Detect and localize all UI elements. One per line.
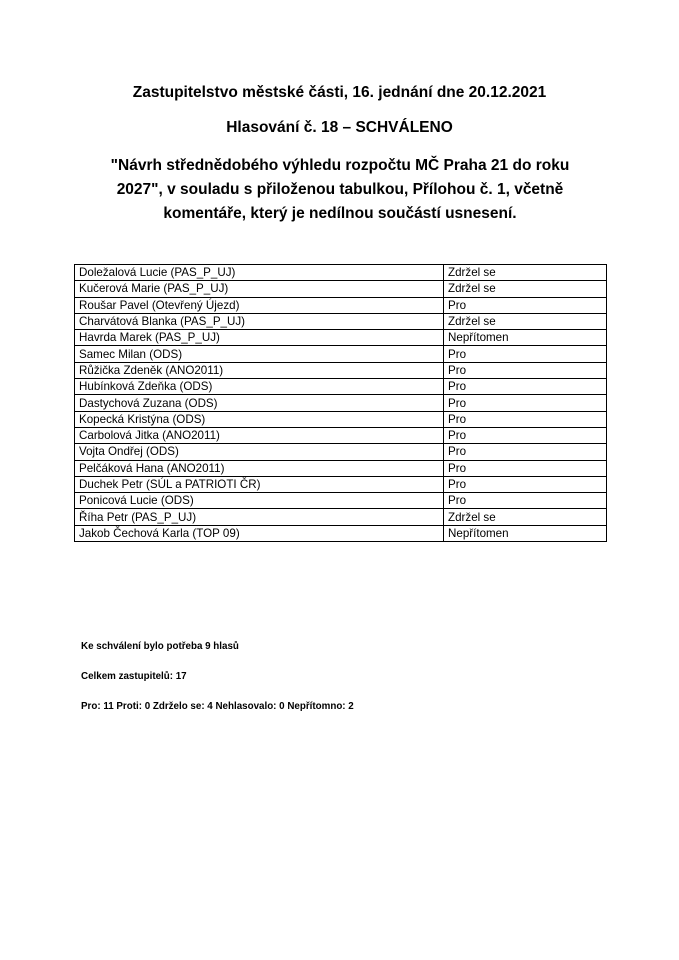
member-vote: Pro xyxy=(444,493,607,509)
member-name: Ponicová Lucie (ODS) xyxy=(75,493,444,509)
member-vote: Zdržel se xyxy=(444,281,607,297)
member-name: Roušar Pavel (Otevřený Újezd) xyxy=(75,297,444,313)
member-name: Havrda Marek (PAS_P_UJ) xyxy=(75,330,444,346)
total-members: Celkem zastupitelů: 17 xyxy=(81,671,187,682)
member-vote: Pro xyxy=(444,346,607,362)
member-name: Dastychová Zuzana (ODS) xyxy=(75,395,444,411)
member-vote: Pro xyxy=(444,362,607,378)
table-row xyxy=(75,476,607,492)
member-vote: Nepřítomen xyxy=(444,525,607,541)
resolution-text: "Návrh střednědobého výhledu rozpočtu MČ Praha 21 do roku 2027", v souladu s přiloženou tabulkou, Přílohou č. 1, včetně komentáře, který je nedílnou součástí usnesení. xyxy=(110,157,570,222)
votes-table xyxy=(74,264,607,542)
member-name: Říha Petr (PAS_P_UJ) xyxy=(75,509,444,525)
member-vote: Pro xyxy=(444,297,607,313)
table-row xyxy=(75,411,607,427)
table-row xyxy=(75,281,607,297)
member-vote: Zdržel se xyxy=(444,313,607,329)
member-name: Doležalová Lucie (PAS_P_UJ) xyxy=(75,265,444,281)
member-name: Carbolová Jitka (ANO2011) xyxy=(75,427,444,443)
table-row xyxy=(75,493,607,509)
vote-results: Pro: 11 Proti: 0 Zdrželo se: 4 Nehlasovalo: 0 Nepřítomno: 2 xyxy=(81,701,354,712)
member-name: Růžička Zdeněk (ANO2011) xyxy=(75,362,444,378)
member-name: Pelčáková Hana (ANO2011) xyxy=(75,460,444,476)
table-row xyxy=(75,265,607,281)
table-row xyxy=(75,313,607,329)
member-name: Duchek Petr (SÚL a PATRIOTI ČR) xyxy=(75,476,444,492)
member-vote: Pro xyxy=(444,411,607,427)
table-row xyxy=(75,362,607,378)
table-row xyxy=(75,427,607,443)
member-vote: Pro xyxy=(444,460,607,476)
member-vote: Pro xyxy=(444,476,607,492)
member-name: Samec Milan (ODS) xyxy=(75,346,444,362)
member-vote: Pro xyxy=(444,427,607,443)
member-name: Jakob Čechová Karla (TOP 09) xyxy=(75,525,444,541)
member-vote: Zdržel se xyxy=(444,509,607,525)
table-row xyxy=(75,330,607,346)
member-vote: Nepřítomen xyxy=(444,330,607,346)
table-row xyxy=(75,379,607,395)
table-row xyxy=(75,460,607,476)
member-name: Vojta Ondřej (ODS) xyxy=(75,444,444,460)
table-row xyxy=(75,525,607,541)
member-name: Hubínková Zdeňka (ODS) xyxy=(75,379,444,395)
table-row xyxy=(75,444,607,460)
member-name: Kopecká Kristýna (ODS) xyxy=(75,411,444,427)
member-name: Kučerová Marie (PAS_P_UJ) xyxy=(75,281,444,297)
member-vote: Pro xyxy=(444,379,607,395)
member-vote: Zdržel se xyxy=(444,265,607,281)
member-vote: Pro xyxy=(444,395,607,411)
table-row xyxy=(75,297,607,313)
meeting-title: Zastupitelstvo městské části, 16. jednání dne 20.12.2021 xyxy=(132,84,547,101)
member-vote: Pro xyxy=(444,444,607,460)
table-row xyxy=(75,395,607,411)
vote-title: Hlasování č. 18 – SCHVÁLENO xyxy=(226,119,453,136)
table-row xyxy=(75,509,607,525)
member-name: Charvátová Blanka (PAS_P_UJ) xyxy=(75,313,444,329)
required-votes: Ke schválení bylo potřeba 9 hlasů xyxy=(81,641,239,652)
table-row xyxy=(75,346,607,362)
